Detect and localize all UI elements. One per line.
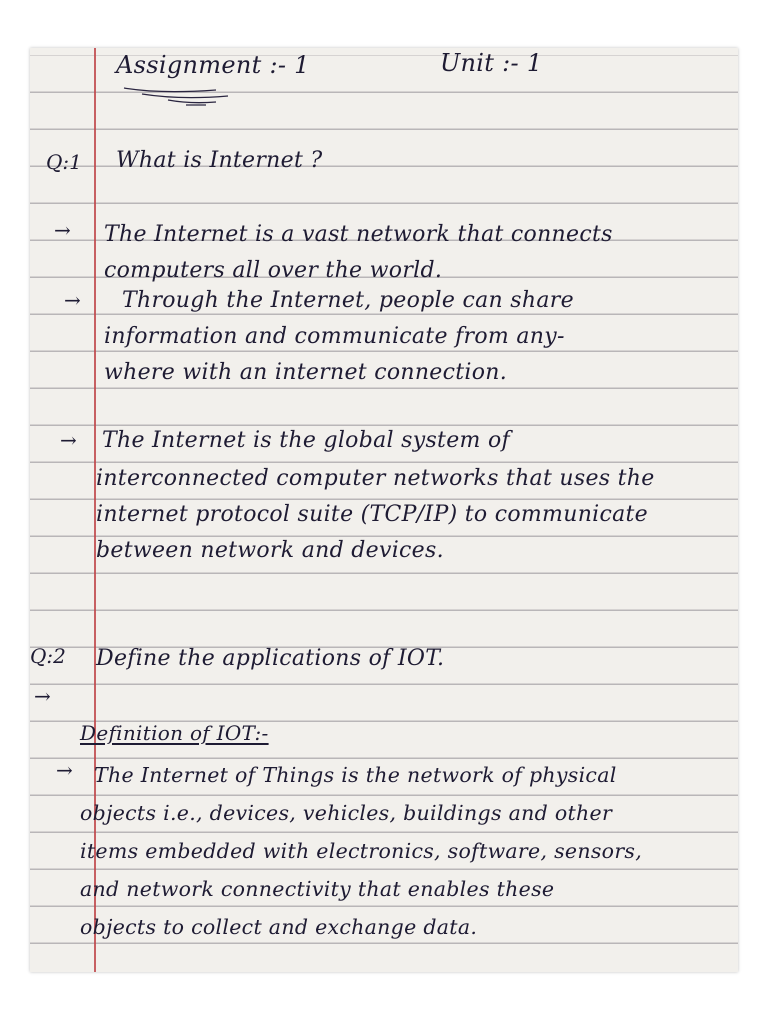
- question-1-text: What is Internet ?: [116, 148, 323, 173]
- q1-p3-line-1: The Internet is the global system of: [102, 428, 510, 453]
- bullet-arrow-icon: →: [56, 758, 73, 782]
- q1-p1-line-1: The Internet is a vast network that connects: [104, 222, 613, 247]
- title-underline-squiggle-icon: [120, 84, 240, 108]
- q1-p3-line-4: between network and devices.: [96, 538, 444, 563]
- question-2-text: Define the applications of IOT.: [96, 646, 445, 671]
- q2-p1-line-5: objects to collect and exchange data.: [80, 915, 478, 939]
- q1-p3-line-2: interconnected computer networks that uses the: [96, 466, 655, 491]
- q1-p3-line-3: internet protocol suite (TCP/IP) to communicate: [96, 502, 648, 527]
- notebook-page: [30, 48, 738, 972]
- q2-p1-line-1: The Internet of Things is the network of physical: [94, 763, 617, 787]
- q2-p1-line-3: items embedded with electronics, software, sensors,: [80, 839, 643, 863]
- assignment-title: Assignment :- 1: [116, 51, 310, 79]
- q1-p2-line-3: where with an internet connection.: [104, 360, 508, 385]
- answer-marker-2: →: [34, 684, 51, 708]
- q1-p2-line-1: Through the Internet, people can share: [122, 288, 574, 313]
- answer-marker-1: →: [54, 218, 71, 242]
- q1-p2-line-2: information and communicate from any-: [104, 324, 565, 349]
- definition-heading: Definition of IOT:-: [80, 721, 269, 745]
- q1-p1-line-2: computers all over the world.: [104, 258, 443, 283]
- question-number-1: Q:1: [46, 150, 82, 174]
- unit-label: Unit :- 1: [440, 49, 543, 77]
- bullet-arrow-icon: →: [60, 428, 77, 452]
- q2-p1-line-2: objects i.e., devices, vehicles, buildings and other: [80, 801, 613, 825]
- q2-p1-line-4: and network connectivity that enables these: [80, 877, 555, 901]
- question-number-2: Q:2: [30, 644, 66, 668]
- bullet-arrow-icon: →: [64, 288, 81, 312]
